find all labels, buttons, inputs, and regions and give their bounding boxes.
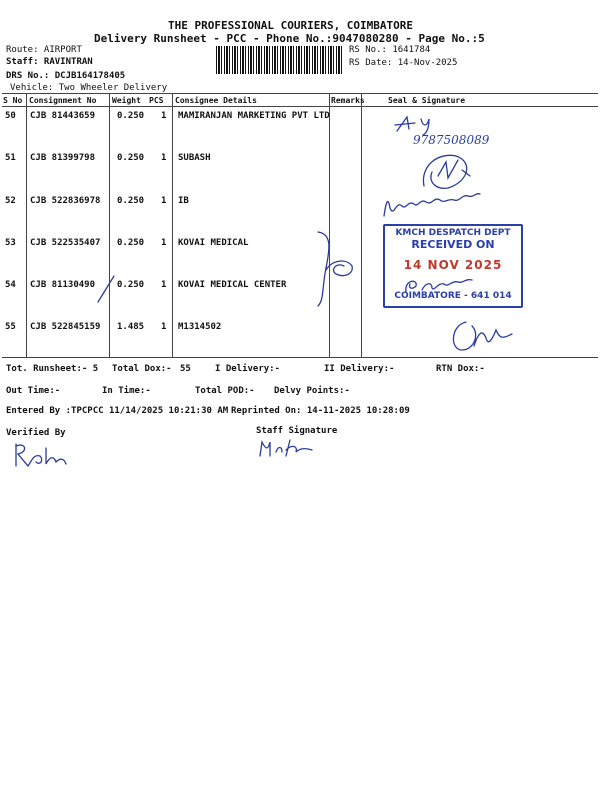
- row-consignment-no: CJB 81130490: [30, 280, 96, 290]
- row-weight: 0.250: [117, 111, 145, 121]
- row-consignment-no: CJB 522535407: [30, 238, 101, 248]
- row-pcs: 1: [161, 153, 167, 163]
- col-header-seal: Seal & Signature: [388, 96, 466, 105]
- staff-signature-mark: [256, 436, 326, 460]
- stamp-city: COIMBATORE - 641 014: [394, 291, 512, 301]
- runsheet-subtitle: Delivery Runsheet - PCC - Phone No.:9047080280 - Page No.:5: [94, 32, 485, 45]
- in-time: In Time:-: [102, 386, 151, 396]
- row-weight: 0.250: [117, 196, 145, 206]
- row54-tick-mark: [96, 274, 118, 304]
- row-consignment-no: CJB 522845159: [30, 322, 101, 332]
- verified-by-label: Verified By: [6, 428, 66, 438]
- signature-row52: [380, 188, 490, 220]
- total-dox-label: Total Dox:-: [112, 364, 172, 374]
- out-time: Out Time:-: [6, 386, 61, 396]
- row-weight: 0.250: [117, 153, 145, 163]
- col-divider: [109, 93, 110, 357]
- stamp-dept: KMCH DESPATCH DEPT: [395, 228, 511, 238]
- row-consignment-no: CJB 522836978: [30, 196, 101, 206]
- stamp-signature: [402, 274, 482, 296]
- stamp-date: 14 NOV 2025: [403, 258, 503, 272]
- route-label: Route: AIRPORT: [6, 45, 82, 55]
- entered-by: Entered By :TPCPCC 11/14/2025 10:21:30 AM: [6, 406, 229, 416]
- col-header-weight: Weight: [112, 96, 141, 105]
- staff-signature-label: Staff Signature: [256, 426, 338, 436]
- i-delivery: I Delivery:-: [215, 364, 281, 374]
- row-consignee: IB: [178, 196, 189, 206]
- col-divider: [329, 93, 330, 357]
- row-sno: 50: [5, 111, 16, 121]
- col-header-sno: S No: [3, 96, 23, 105]
- remarks-bracket-mark: [310, 228, 360, 308]
- total-dox-value: 55: [180, 364, 191, 374]
- table-top-border: [2, 93, 598, 94]
- row-consignee: M1314502: [178, 322, 222, 332]
- row-sno: 51: [5, 153, 16, 163]
- signature-row50: [393, 113, 443, 135]
- row-consignment-no: CJB 81443659: [30, 111, 96, 121]
- row-weight: 0.250: [117, 280, 145, 290]
- col-header-pcs: PCS: [149, 96, 164, 105]
- table-header-border: [2, 106, 598, 107]
- row-sno: 54: [5, 280, 16, 290]
- handwritten-phone: 9787508089: [413, 133, 490, 147]
- row-pcs: 1: [161, 280, 167, 290]
- signature-row55: [446, 316, 516, 356]
- col-header-consignment: Consignment No: [29, 96, 97, 105]
- row-consignee: SUBASH: [178, 153, 211, 163]
- rtn-dox: RTN Dox:-: [436, 364, 485, 374]
- rs-number: RS No.: 1641784: [349, 45, 431, 55]
- col-divider: [26, 93, 27, 357]
- table-bottom-border: [2, 357, 598, 358]
- reprinted-on: Reprinted On: 14-11-2025 10:28:09: [231, 406, 410, 416]
- staff-label: Staff: RAVINTRAN: [6, 57, 93, 67]
- total-pod: Total POD:-: [195, 386, 255, 396]
- row-pcs: 1: [161, 238, 167, 248]
- row-consignee: MAMIRANJAN MARKETING PVT LTD: [178, 111, 330, 121]
- row-consignment-no: CJB 81399798: [30, 153, 96, 163]
- col-divider: [172, 93, 173, 357]
- signature-row51: [418, 146, 478, 194]
- tot-runsheet: Tot. Runsheet:- 5: [6, 364, 99, 374]
- vehicle-label: Vehicle: Two Wheeler Delivery: [10, 83, 168, 93]
- row-sno: 52: [5, 196, 16, 206]
- company-name: THE PROFESSIONAL COURIERS, COIMBATORE: [168, 19, 414, 32]
- col-header-consignee: Consignee Details: [175, 96, 257, 105]
- row-pcs: 1: [161, 111, 167, 121]
- row-weight: 0.250: [117, 238, 145, 248]
- barcode: [216, 46, 344, 74]
- row-consignee: KOVAI MEDICAL CENTER: [178, 280, 287, 290]
- stamp-received-on: RECEIVED ON: [411, 238, 495, 251]
- row-sno: 55: [5, 322, 16, 332]
- ii-delivery: II Delivery:-: [324, 364, 395, 374]
- col-header-remarks: Remarks: [331, 96, 365, 105]
- verified-by-signature: [10, 440, 80, 470]
- row-pcs: 1: [161, 196, 167, 206]
- row-consignee: KOVAI MEDICAL: [178, 238, 249, 248]
- rs-date: RS Date: 14-Nov-2025: [349, 58, 458, 68]
- col-divider: [361, 93, 362, 357]
- delvy-points: Delvy Points:-: [274, 386, 350, 396]
- row-sno: 53: [5, 238, 16, 248]
- row-weight: 1.485: [117, 322, 145, 332]
- drs-number: DRS No.: DCJB164178405: [6, 71, 126, 81]
- row-pcs: 1: [161, 322, 167, 332]
